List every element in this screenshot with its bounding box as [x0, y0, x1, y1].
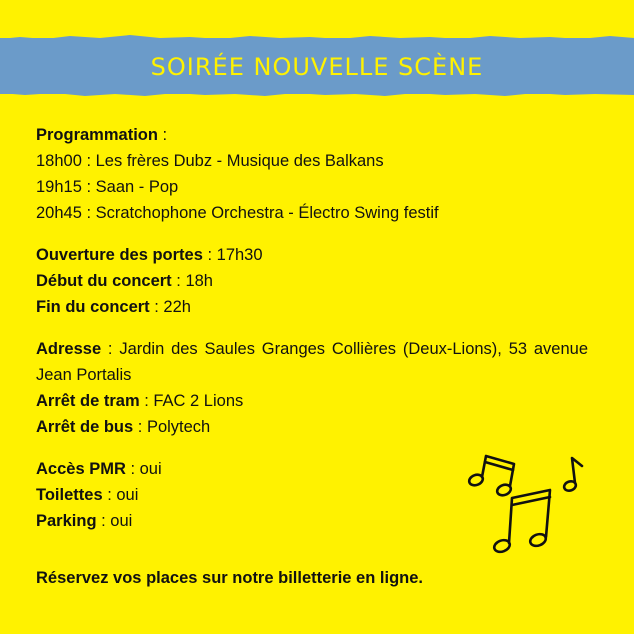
title-banner: [0, 38, 634, 94]
pmr-access-label: Accès PMR: [36, 460, 126, 478]
bus-stop-label: Arrêt de bus: [36, 418, 134, 436]
program-item: 19h15 : Saan - Pop: [36, 178, 179, 196]
concert-end-label: Fin du concert: [36, 298, 150, 316]
concert-start-value: : 18h: [171, 272, 213, 290]
address: [36, 336, 588, 388]
address-label: Adresse: [36, 340, 102, 358]
opening-time: [36, 242, 588, 268]
toilets-label: Toilettes: [36, 486, 103, 504]
concert-start-label: Début du concert: [36, 272, 172, 290]
parking-label: Parking: [36, 512, 97, 530]
programmation-suffix: :: [157, 126, 168, 144]
booking-note: Réservez vos places sur notre billetterie en ligne.: [36, 569, 423, 587]
parking-value: : oui: [96, 512, 133, 530]
address-value: : Jardin des Saules Granges Collières (Deux-Lions), 53 avenue Jean Portalis: [36, 340, 588, 384]
tram-stop-value: : FAC 2 Lions: [139, 392, 244, 410]
program-item: 20h45 : Scratchophone Orchestra - Électro Swing festif: [36, 204, 439, 222]
pmr-access-value: : oui: [125, 460, 162, 478]
page-title: SOIRÉE NOUVELLE SCÈNE: [150, 53, 484, 81]
bus-stop: [36, 414, 588, 440]
toilets-value: : oui: [102, 486, 139, 504]
banner-brush-edge-bottom: [0, 90, 634, 98]
program-item: 18h00 : Les frères Dubz - Musique des Balkans: [36, 152, 384, 170]
opening-time-value: : 17h30: [202, 246, 263, 264]
tram-stop: [36, 388, 588, 414]
concert-start: [36, 268, 588, 294]
concert-end: [36, 294, 588, 320]
opening-time-label: Ouverture des portes: [36, 246, 203, 264]
bus-stop-value: : Polytech: [133, 418, 211, 436]
tram-stop-label: Arrêt de tram: [36, 392, 140, 410]
programmation-label: Programmation: [36, 126, 158, 144]
concert-end-value: : 22h: [149, 298, 191, 316]
music-notes-icon: [462, 450, 592, 560]
programmation-heading: [36, 122, 588, 148]
